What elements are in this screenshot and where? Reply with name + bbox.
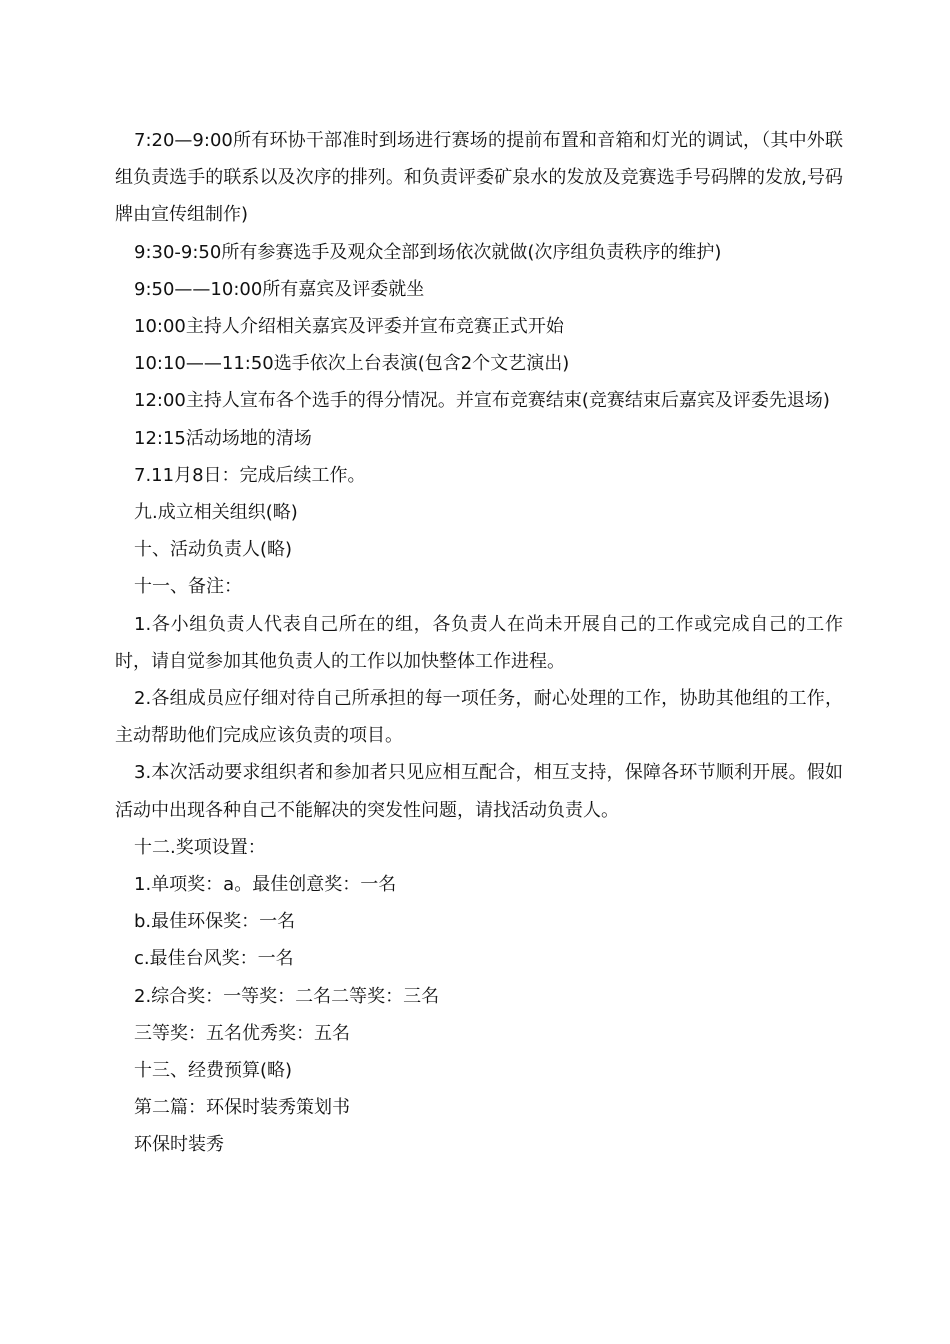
award-single-item: 1.单项奖：a。最佳创意奖：一名: [134, 874, 397, 896]
award-stage-item: c.最佳台风奖：一名: [134, 948, 294, 970]
award-eco-item: b.最佳环保奖：一名: [134, 911, 296, 933]
section-organization-heading: 九.成立相关组织(略): [134, 502, 298, 524]
section-leader-heading: 十、活动负责人(略): [134, 539, 293, 561]
schedule-cleanup-paragraph: 12:15活动场地的清场: [134, 427, 312, 449]
section-notes-heading: 十一、备注：: [134, 576, 242, 598]
part-two-title: 第二篇：环保时装秀策划书: [134, 1097, 350, 1119]
document-body: [115, 122, 843, 1164]
note-item-3: 3.本次活动要求组织者和参加者只见应相互配合，相互支持，保障各环节顺利开展。假如活动中出现各种自己不能解决的突发性问题，请找活动负责人。: [115, 762, 843, 821]
award-third-item: 三等奖：五名优秀奖：五名: [134, 1022, 350, 1044]
followup-paragraph: 7.11月8日：完成后续工作。: [134, 464, 366, 486]
note-item-1: 1.各小组负责人代表自己所在的组，各负责人在尚未开展自己的工作或完成自己的工作时，请自觉参加其他负责人的工作以加快整体工作进程。: [115, 613, 843, 672]
section-budget-heading: 十三、经费预算(略): [134, 1060, 293, 1082]
schedule-arrival-paragraph: 9:30-9:50所有参赛选手及观众全部到场依次就做(次序组负责秩序的维护): [134, 241, 722, 263]
schedule-performance-paragraph: 10:10——11:50选手依次上台表演(包含2个文艺演出): [134, 353, 570, 375]
schedule-setup-paragraph: 7:20—9:00所有环协干部准时到场进行赛场的提前布置和音箱和灯光的调试，（其中外联组负责选手的联系以及次序的排列。和负责评委矿泉水的发放及竞赛选手号码牌的发放,号码牌由宣传组制作): [115, 130, 843, 226]
award-overall-item: 2.综合奖：一等奖：二名二等奖：三名: [134, 985, 440, 1007]
note-item-2: 2.各组成员应仔细对待自己所承担的每一项任务，耐心处理的工作，协助其他组的工作，主动帮助他们完成应该负责的项目。: [115, 688, 843, 747]
schedule-results-paragraph: 12:00主持人宣布各个选手的得分情况。并宣布竞赛结束(竞赛结束后嘉宾及评委先退场): [134, 390, 830, 412]
schedule-guests-paragraph: 9:50——10:00所有嘉宾及评委就坐: [134, 278, 425, 300]
section-awards-heading: 十二.奖项设置：: [134, 836, 266, 858]
schedule-opening-paragraph: 10:00主持人介绍相关嘉宾及评委并宣布竞赛正式开始: [134, 316, 564, 338]
part-two-subtitle: 环保时装秀: [134, 1134, 224, 1156]
